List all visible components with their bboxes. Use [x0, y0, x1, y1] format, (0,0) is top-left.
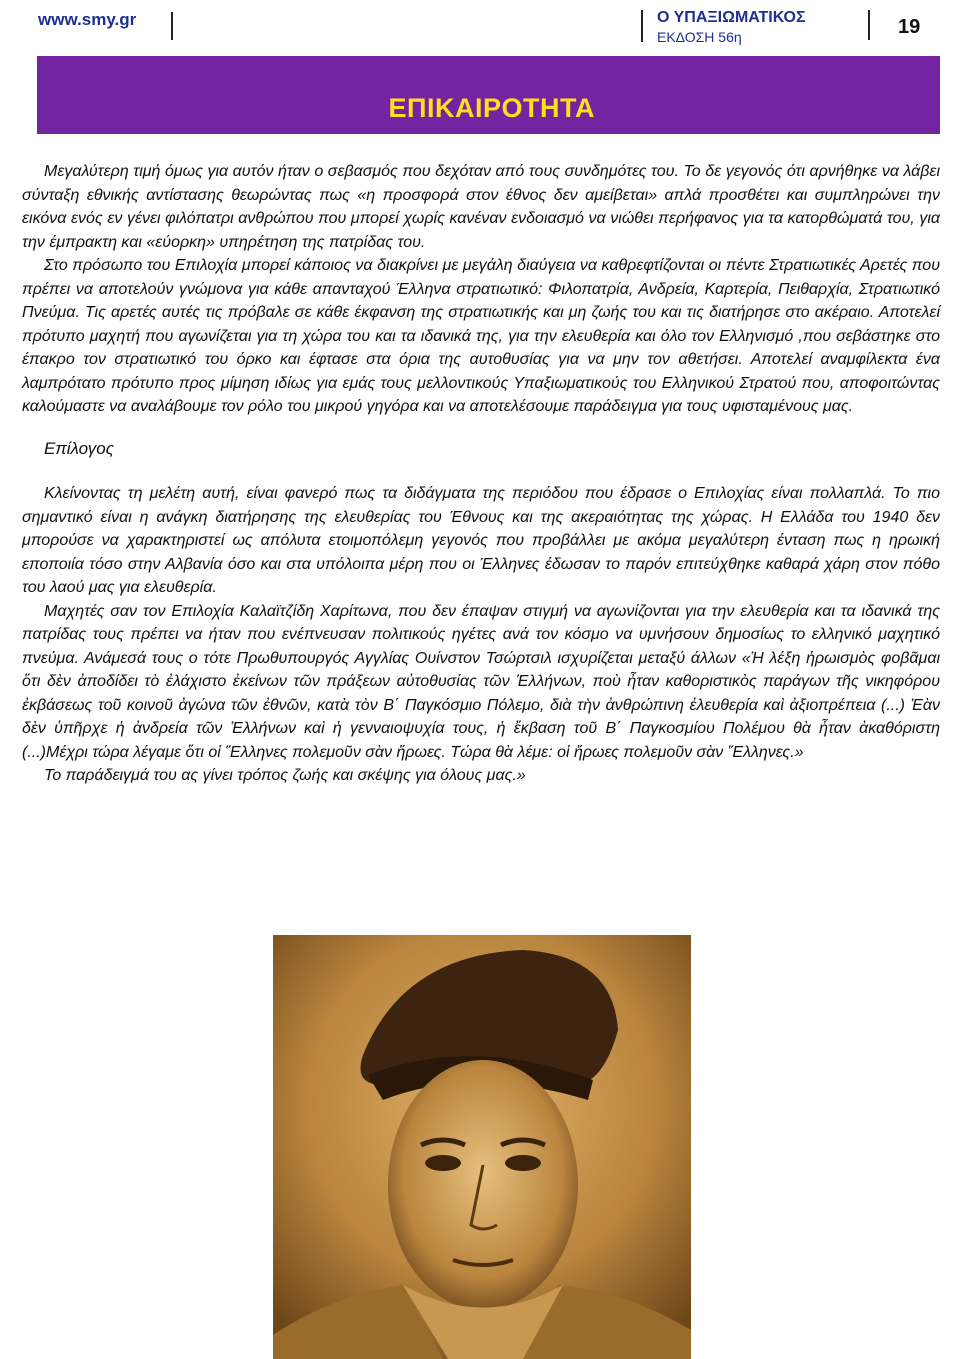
- section-title: ΕΠΙΚΑΙΡΟΤΗΤΑ: [388, 93, 595, 123]
- header-divider: [868, 10, 870, 40]
- paragraph: Στο πρόσωπο του Επιλοχία μπορεί κάποιος να διακρίνει με μεγάλη διαύγεια να καθρεφτίζονται οι πέντε Στρατιωτικές Αρετές που πρέπει να αποτελούν γνώμονα για κάθε απανταχού Έλληνα στρατιωτικό: Φιλοπατρία, Ανδρεία, Καρτερία, Πειθαρχία, Στρατιωτικό Πνεύμα. Τις αρετές αυτές τις πρόβαλε σε κάθε έκφανση της στρατιωτικής και μη ζωής του και τις διατήρησε στο ακέραιο. Αποτελεί πρότυπο μαχητή που αγωνίζεται για τη χώρα του και τα ιδανικά της, για την ελευθερία και όλο τον Ελληνισμό ,που σεβάστηκε στο έπακρο τον στρατιωτικό του όρκο και έφτασε στα όρια της αυτοθυσίας για να μην τον αθετήσει. Αποτελεί αναμφίλεκτα ένα λαμπρότατο πρότυπο προς μίμηση ιδίως για εμάς τους μελλοντικούς Υπαξιωματικούς του Ελληνικού Στρατού που, αποφοιτώντας καλούμαστε να αναλάβουμε τον ρόλο του μικρού γηγόρα και να αποτελέσουμε παράδειγμα για τους υφισταμένους μας.: [22, 257, 940, 415]
- header-divider: [171, 12, 173, 40]
- section-heading: Επίλογος: [44, 438, 115, 458]
- paragraph: Μεγαλύτερη τιμή όμως για αυτόν ήταν ο σεβασμός που δεχόταν από τους συνδημότες του. Το δε γεγονός ότι αρνήθηκε να λάβει σύνταξη εθνικής αντίστασης θεωρώντας πως «η προσφορά στον έθνος δεν αμείβεται» απλά προσθέτει και συμπληρώνει την εικόνα ενός εν γένει φιλόπατρι ανθρώπου που μπορεί χωρίς κανέναν ενδοιασμό να νιώθει περήφανος για τα κατορθώματά του, για την έμπρακτη και «εύορκη» υπηρέτηση της πατρίδας του.: [22, 163, 940, 251]
- site-url[interactable]: www.smy.gr: [38, 10, 137, 29]
- paragraph: Κλείνοντας τη μελέτη αυτή, είναι φανερό πως τα διδάγματα της περιόδου που έδρασε ο Επιλοχίας είναι πολλαπλά. Το πιο σημαντικό είναι η ανάγκη διατήρησης της ελευθερίας του Έθνους και της ακεραιότητας της χώρας. Η Ελλάδα του 1940 δεν μπορούσε να χαρακτηριστεί ως απόλυτα ετοιμοπόλεμη γεγονός που προβάλλει με ακόμα μεγαλύτερη ένταση πως η ηρωική εποποιία τόσο στην Αλβανία όσο και στα υπόλοιπα μέρη που οι Έλληνες έδωσαν το παρόν επιτεύχθηκε καθαρά χάρη στον πόθο του λαού μας για ελευθερία.: [22, 485, 940, 596]
- page-number: 19: [898, 16, 921, 38]
- section-banner: [37, 56, 940, 134]
- soldier-portrait-image: [273, 935, 691, 1359]
- publication-title: Ο ΥΠΑΞΙΩΜΑΤΙΚΟΣ: [657, 9, 806, 26]
- header-divider: [641, 10, 643, 42]
- portrait-photo: [273, 935, 691, 1359]
- page-header: [0, 0, 960, 50]
- paragraph: Μαχητές σαν τον Επιλοχία Καλαϊτζίδη Χαρίτωνα, που δεν έπαψαν στιγμή να αγωνίζονται για την ελευθερία και τα ιδανικά της πατρίδας τους πρέπει να ήταν που ενέπνευσαν πολιτικούς ηγέτες ανά τον κόσμο να υμνήσουν δημοσίως το ελληνικό μαχητικό πνεύμα. Ανάμεσά τους ο τότε Πρωθυπουργός Αγγλίας Ουίνστον Τσώρτσιλ ισχυρίζεται μεταξύ άλλων «Ἡ λέξη ἡρωισμὸς φοβᾶμαι ὅτι δὲν ἀποδίδει τὸ ἐλάχιστο ἐκείνων τῶν πράξεων αὐτοθυσίας τῶν Ἑλλήνων, ποὺ ἦταν καθοριστικὸς παράγων τῆς νικηφόρου ἐκβάσεως τοῦ κοινοῦ ἀγώνα τῶν ἐθνῶν, κατὰ τὸν Β΄ Παγκόσμιο Πόλεμο, διὰ τὴν ἀνθρώπινη ἐλευθερία καὶ ἀξιοπρέπεια (...) Ἐὰν δὲν ὑπῆρχε ἡ ἀνδρεία τῶν Ἑλλήνων καὶ ἡ γενναιοψυχία τους, ἡ ἔκβαση τοῦ Β΄ Παγκοσμίου Πολέμου θὰ ἦταν ἀκαθόριστη (...)Μέχρι τώρα λέγαμε ὅτι οἱ Ἕλληνες πολεμοῦν σὰν ἥρωες. Τώρα θὰ λέμε: οἱ ἥρωες πολεμοῦν σὰν Ἕλληνες.»: [22, 602, 940, 761]
- article-body-top: [22, 160, 940, 788]
- issue-number: ΕΚΔΟΣΗ 56η: [657, 29, 742, 45]
- paragraph: Το παράδειγμά του ας γίνει τρόπος ζωής και σκέψης για όλους μας.»: [44, 767, 526, 784]
